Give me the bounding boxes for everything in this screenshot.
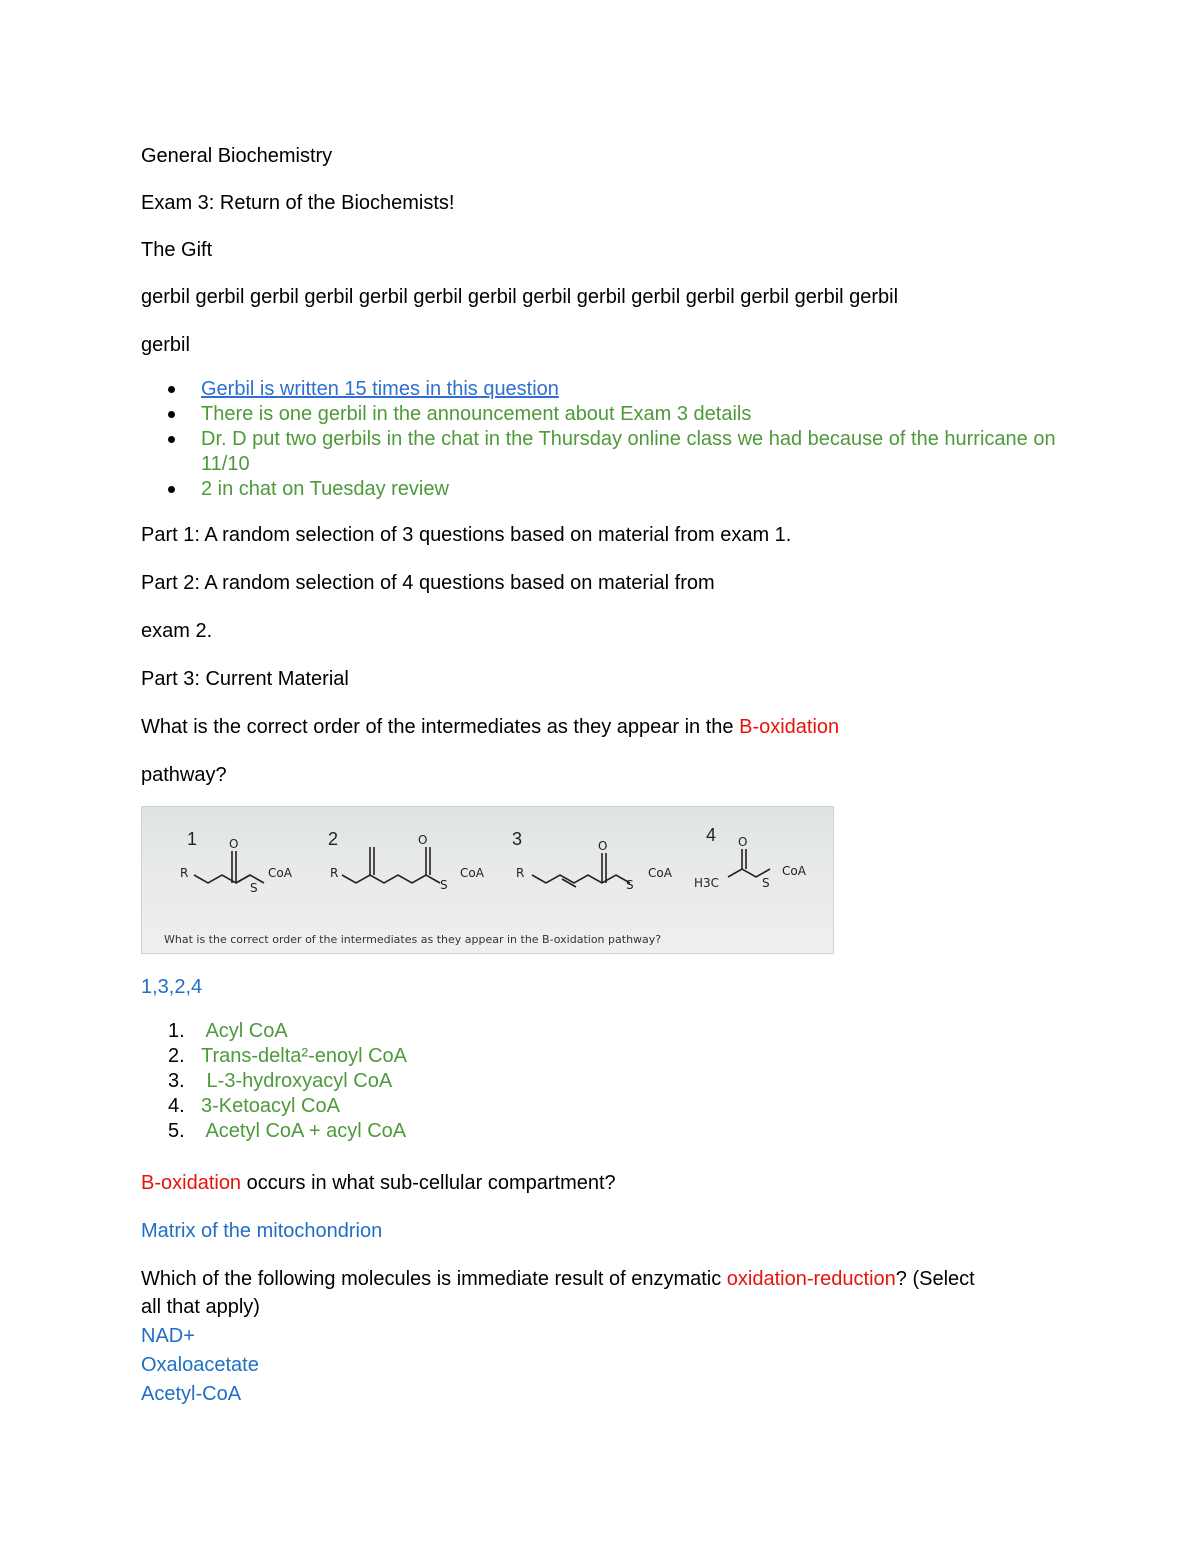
step-number: 1. bbox=[168, 1020, 185, 1042]
bullet-icon bbox=[168, 486, 175, 493]
note-text: Dr. D put two gerbils in the chat in the Thursday online class we had because of the hurricane on 11/10 bbox=[201, 428, 1056, 475]
question-1 bbox=[141, 714, 839, 740]
figure-caption: What is the correct order of the intermediates as they appear in the B-oxidation pathway? bbox=[164, 933, 662, 946]
question-3-text-after: ? (Select bbox=[895, 1268, 975, 1290]
step-text: L-3-hydroxyacyl CoA bbox=[201, 1070, 393, 1092]
part1-text: Part 1: A random selection of 3 questions based on material from exam 1. bbox=[141, 524, 792, 546]
gerbil-line: gerbil gerbil gerbil gerbil gerbil gerbil gerbil gerbil gerbil gerbil gerbil gerbil gerbil gerbil bbox=[141, 286, 899, 308]
exam-title: Exam 3: Return of the Biochemists! bbox=[141, 192, 455, 214]
note-text: There is one gerbil in the announcement about Exam 3 details bbox=[201, 403, 752, 425]
question-3 bbox=[141, 1266, 975, 1292]
note-text: 2 in chat on Tuesday review bbox=[201, 478, 449, 500]
list-item bbox=[141, 402, 1041, 427]
step-text: Acetyl CoA + acyl CoA bbox=[201, 1120, 407, 1142]
list-item bbox=[141, 477, 1041, 502]
bullet-icon bbox=[168, 436, 175, 443]
part2-text: Part 2: A random selection of 4 questions based on material from bbox=[141, 572, 715, 594]
question-3-answer: NAD+ bbox=[141, 1325, 195, 1347]
intermediates-figure bbox=[141, 806, 834, 954]
intermediate-steps-list bbox=[141, 1019, 407, 1144]
part3-text: Part 3: Current Material bbox=[141, 668, 349, 690]
step-number: 5. bbox=[168, 1120, 185, 1142]
oxygen-label: O bbox=[738, 835, 748, 849]
step-text: Trans-delta²-enoyl CoA bbox=[201, 1045, 408, 1067]
coa-label: CoA bbox=[648, 866, 672, 880]
sulfur-label: S bbox=[762, 876, 770, 890]
gerbil-notes-list bbox=[141, 377, 1056, 502]
sulfur-label: S bbox=[250, 881, 258, 895]
r-group-label: R bbox=[180, 866, 189, 880]
oxygen-label: O bbox=[598, 839, 608, 853]
question-3-answer: Oxaloacetate bbox=[141, 1354, 259, 1376]
bullet-icon bbox=[168, 386, 175, 393]
question-2-text: occurs in what sub-cellular compartment? bbox=[241, 1172, 616, 1194]
chemical-structures bbox=[142, 807, 834, 954]
coa-label: CoA bbox=[268, 866, 292, 880]
list-item bbox=[141, 427, 1061, 477]
sulfur-label: S bbox=[440, 878, 448, 892]
step-text: 3-Ketoacyl CoA bbox=[201, 1095, 340, 1117]
step-text: Acyl CoA bbox=[201, 1020, 288, 1042]
gift-title: The Gift bbox=[141, 239, 213, 261]
question-3-text: Which of the following molecules is immediate result of enzymatic bbox=[141, 1268, 727, 1290]
keyword-highlight: B-oxidation bbox=[141, 1172, 242, 1194]
bullet-icon bbox=[168, 411, 175, 418]
step-number: 4. bbox=[168, 1095, 185, 1117]
oxygen-label: O bbox=[229, 837, 239, 851]
coa-label: CoA bbox=[782, 864, 806, 878]
keyword-highlight: oxidation-reduction bbox=[726, 1268, 896, 1290]
question-3-answer: Acetyl-CoA bbox=[141, 1383, 242, 1405]
keyword-highlight: B-oxidation bbox=[739, 716, 840, 738]
list-item bbox=[141, 1019, 407, 1044]
question-1-continued: pathway? bbox=[141, 764, 227, 786]
question-3-continued: all that apply) bbox=[141, 1296, 260, 1318]
step-number: 3. bbox=[168, 1070, 185, 1092]
list-item bbox=[141, 1069, 407, 1094]
question-1-answer: 1,3,2,4 bbox=[141, 976, 203, 998]
r-group-label: R bbox=[330, 866, 339, 880]
structure-3-label: 3 bbox=[512, 829, 523, 849]
r-group-label: R bbox=[516, 866, 525, 880]
structure-1-label: 1 bbox=[187, 829, 198, 849]
question-2-answer: Matrix of the mitochondrion bbox=[141, 1220, 383, 1242]
list-item[interactable] bbox=[141, 377, 1041, 402]
methyl-label: H3C bbox=[694, 876, 720, 890]
structure-4-label: 4 bbox=[706, 825, 717, 845]
course-title: General Biochemistry bbox=[141, 145, 333, 167]
step-number: 2. bbox=[168, 1045, 185, 1067]
list-item bbox=[141, 1119, 407, 1144]
coa-label: CoA bbox=[460, 866, 484, 880]
oxygen-label: O bbox=[418, 833, 428, 847]
question-1-text: What is the correct order of the intermediates as they appear in the bbox=[141, 716, 740, 738]
list-item bbox=[141, 1094, 407, 1119]
question-2 bbox=[141, 1170, 616, 1196]
gerbil-last: gerbil bbox=[141, 334, 190, 356]
sulfur-label: S bbox=[626, 878, 634, 892]
part2-continued: exam 2. bbox=[141, 620, 213, 642]
gerbil-count-link[interactable]: Gerbil is written 15 times in this question bbox=[201, 378, 559, 400]
list-item bbox=[141, 1044, 407, 1069]
structure-2-label: 2 bbox=[328, 829, 339, 849]
